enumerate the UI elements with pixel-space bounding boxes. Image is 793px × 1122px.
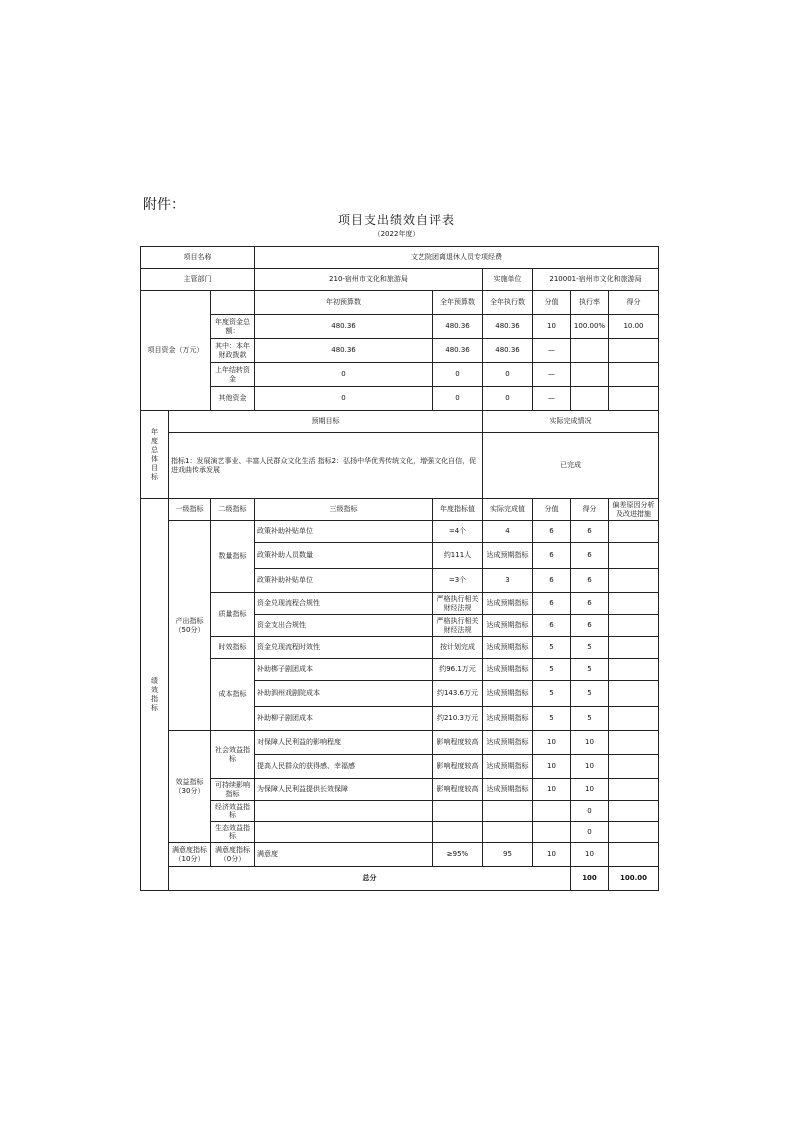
funds-header: 分值: [533, 291, 571, 315]
indicator-actual: 95: [483, 843, 533, 867]
indicator-actual: 达成预期指标: [483, 593, 533, 615]
indicator-actual: 达成预期指标: [483, 707, 533, 731]
table-row: [141, 521, 659, 543]
funds-executed: 0: [483, 387, 533, 411]
funds-rate: 100.00%: [571, 315, 609, 339]
indicator-name: 资金兑现流程合规性: [255, 593, 433, 615]
funds-executed: 480.36: [483, 315, 533, 339]
indicator-header: 二级指标: [211, 499, 255, 521]
indicator-score: 10: [571, 755, 609, 779]
indicator-name: 补助柳子剧团成本: [255, 707, 433, 731]
level2-economic: 经济效益指标: [211, 801, 255, 822]
level2-ecological: 生态效益指标: [211, 822, 255, 843]
level2-satisfaction: 满意度指标（0分）: [211, 843, 255, 867]
actual-goal-header: 实际完成情况: [483, 411, 659, 433]
level2-timeliness: 时效指标: [211, 637, 255, 659]
indicator-name: 政策补助补贴单位: [255, 569, 433, 593]
indicator-value: 10: [533, 731, 571, 755]
dept-value: 210-宿州市文化和旅游局: [255, 269, 483, 291]
funds-row-label: 其中：本年财政拨款: [211, 339, 255, 363]
funds-initial: 480.36: [255, 315, 433, 339]
indicator-name: [255, 822, 433, 843]
indicator-value: 6: [533, 615, 571, 637]
level1-benefit: 效益指标（30分）: [169, 731, 211, 843]
indicator-name: 为保障人民利益提供长效保障: [255, 779, 433, 801]
indicator-name: 满意度: [255, 843, 433, 867]
funds-initial: 0: [255, 363, 433, 387]
indicator-score: 5: [571, 659, 609, 681]
indicator-value: 6: [533, 569, 571, 593]
funds-score-value: —: [533, 387, 571, 411]
indicator-actual: 达成预期指标: [483, 755, 533, 779]
funds-score: [609, 339, 659, 363]
unit-label: 实施单位: [483, 269, 533, 291]
indicator-target: 约111人: [433, 543, 483, 569]
indicator-target: [433, 822, 483, 843]
report-year: （2022年度）: [373, 230, 420, 238]
funds-rate: [571, 339, 609, 363]
indicator-target: 严格执行相关财经法规: [433, 615, 483, 637]
funds-annual: 480.36: [433, 339, 483, 363]
funds-header: 执行率: [571, 291, 609, 315]
funds-annual: 0: [433, 387, 483, 411]
indicator-name: 资金兑现流程时效性: [255, 637, 433, 659]
funds-row-label: 年度资金总额：: [211, 315, 255, 339]
indicator-name: 提高人民群众的获得感、幸福感: [255, 755, 433, 779]
indicators-label: 绩效指标: [150, 676, 159, 713]
indicator-target: [433, 801, 483, 822]
level2-social: 社会效益指标: [211, 731, 255, 779]
indicator-value: 10: [533, 843, 571, 867]
indicator-actual: 3: [483, 569, 533, 593]
funds-header: 全年预算数: [433, 291, 483, 315]
indicator-name: 资金支出合规性: [255, 615, 433, 637]
level1-satisfaction: 满意度指标（10分）: [169, 843, 211, 867]
indicator-score: 6: [571, 569, 609, 593]
table-row: [141, 801, 659, 822]
indicator-name: 对保障人民利益的影响程度: [255, 731, 433, 755]
indicator-actual: 达成预期指标: [483, 681, 533, 707]
indicator-score: 6: [571, 593, 609, 615]
indicator-name: 补助梆子剧团成本: [255, 659, 433, 681]
funds-header: 得分: [609, 291, 659, 315]
indicator-target: =3个: [433, 569, 483, 593]
indicator-value: 5: [533, 637, 571, 659]
annual-goal-label: 年度总体目标: [150, 427, 159, 482]
table-row: [141, 843, 659, 867]
indicator-target: 影响程度较高: [433, 779, 483, 801]
indicator-score: 5: [571, 637, 609, 659]
funds-score: [609, 387, 659, 411]
table-row: [141, 593, 659, 615]
funds-header: 全年执行数: [483, 291, 533, 315]
indicator-value: 6: [533, 593, 571, 615]
project-name-label: 项目名称: [141, 247, 255, 269]
funds-score-value: 10: [533, 315, 571, 339]
level2-cost: 成本指标: [211, 659, 255, 731]
indicator-score: 5: [571, 707, 609, 731]
indicator-header: 一级指标: [169, 499, 211, 521]
indicator-score: 5: [571, 681, 609, 707]
level2-sustainable: 可持续影响指标: [211, 779, 255, 801]
indicator-score: 10: [571, 731, 609, 755]
table-row: [141, 731, 659, 755]
indicator-header: 分值: [533, 499, 571, 521]
funds-row: [141, 339, 659, 363]
indicator-target: 约210.3万元: [433, 707, 483, 731]
funds-row: [141, 363, 659, 387]
funds-row: [141, 387, 659, 411]
indicator-value: 5: [533, 659, 571, 681]
level2-quantity: 数量指标: [211, 521, 255, 593]
indicator-value: 6: [533, 521, 571, 543]
attachment-label: 附件：: [143, 197, 185, 213]
indicator-name: 政策补助补贴单位: [255, 521, 433, 543]
funds-score: [609, 363, 659, 387]
indicator-actual: 达成预期指标: [483, 543, 533, 569]
funds-score-value: —: [533, 363, 571, 387]
indicator-name: [255, 801, 433, 822]
funds-initial: 0: [255, 387, 433, 411]
indicator-actual: 达成预期指标: [483, 659, 533, 681]
funds-row: [141, 315, 659, 339]
indicator-header: 三级指标: [255, 499, 433, 521]
expected-goal-text: 指标1：发展演艺事业、丰富人民群众文化生活 指标2：弘扬中华优秀传统文化，增强文化自信，促进戏曲传承发展: [169, 433, 483, 499]
table-row: [141, 822, 659, 843]
funds-score-value: —: [533, 339, 571, 363]
indicator-value: [533, 801, 571, 822]
unit-value: 210001-宿州市文化和旅游局: [533, 269, 659, 291]
funds-row-label: 其他资金: [211, 387, 255, 411]
indicator-name: 政策补助人员数量: [255, 543, 433, 569]
indicator-header: 年度指标值: [433, 499, 483, 521]
indicator-target: 严格执行相关财经法规: [433, 593, 483, 615]
indicator-actual: 达成预期指标: [483, 779, 533, 801]
funds-rate: [571, 363, 609, 387]
indicator-score: 0: [571, 822, 609, 843]
funds-header: 年初预算数: [255, 291, 433, 315]
dept-label: 主管部门: [141, 269, 255, 291]
indicator-value: 10: [533, 779, 571, 801]
indicator-value: 5: [533, 681, 571, 707]
total-score: 100.00: [609, 867, 659, 891]
indicator-header: 得分: [571, 499, 609, 521]
total-value: 100: [571, 867, 609, 891]
funds-rate: [571, 387, 609, 411]
level2-quality: 质量指标: [211, 593, 255, 637]
indicator-actual: 达成预期指标: [483, 615, 533, 637]
funds-score: 10.00: [609, 315, 659, 339]
indicator-target: 约96.1万元: [433, 659, 483, 681]
total-row: [141, 867, 659, 891]
funds-annual: 480.36: [433, 315, 483, 339]
indicator-value: 10: [533, 755, 571, 779]
table-row: [141, 779, 659, 801]
indicator-actual: 达成预期指标: [483, 637, 533, 659]
indicator-target: 影响程度较高: [433, 755, 483, 779]
indicator-actual: 达成预期指标: [483, 731, 533, 755]
funds-label: 项目资金（万元）: [141, 291, 211, 411]
indicator-value: 5: [533, 707, 571, 731]
funds-row-label: 上年结转资金: [211, 363, 255, 387]
indicator-target: 影响程度较高: [433, 731, 483, 755]
funds-annual: 0: [433, 363, 483, 387]
indicator-header: 实际完成值: [483, 499, 533, 521]
total-label: 总分: [169, 867, 571, 891]
indicator-score: 10: [571, 779, 609, 801]
indicator-value: [533, 822, 571, 843]
actual-goal-text: 已完成: [483, 433, 659, 499]
indicator-score: 6: [571, 543, 609, 569]
indicator-target: ≥95%: [433, 843, 483, 867]
page-title: 项目支出绩效自评表: [337, 213, 455, 227]
indicator-score: 10: [571, 843, 609, 867]
funds-executed: 0: [483, 363, 533, 387]
funds-initial: 480.36: [255, 339, 433, 363]
indicator-target: 按计划完成: [433, 637, 483, 659]
indicator-actual: [483, 801, 533, 822]
indicator-target: =4个: [433, 521, 483, 543]
indicator-target: 约143.6万元: [433, 681, 483, 707]
table-row: [141, 659, 659, 681]
indicator-value: 6: [533, 543, 571, 569]
indicator-actual: [483, 822, 533, 843]
indicator-score: 0: [571, 801, 609, 822]
level1-output: 产出指标（50分）: [169, 521, 211, 731]
evaluation-table: [140, 246, 659, 891]
table-row: [141, 637, 659, 659]
indicator-score: 6: [571, 521, 609, 543]
expected-goal-header: 预期目标: [169, 411, 483, 433]
funds-executed: 480.36: [483, 339, 533, 363]
indicator-actual: 4: [483, 521, 533, 543]
indicator-score: 6: [571, 615, 609, 637]
indicator-header: 偏差原因分析及改进措施: [609, 499, 659, 521]
indicator-name: 补助泗州戏剧院成本: [255, 681, 433, 707]
project-name: 文艺院团离退休人员专项经费: [255, 247, 659, 269]
